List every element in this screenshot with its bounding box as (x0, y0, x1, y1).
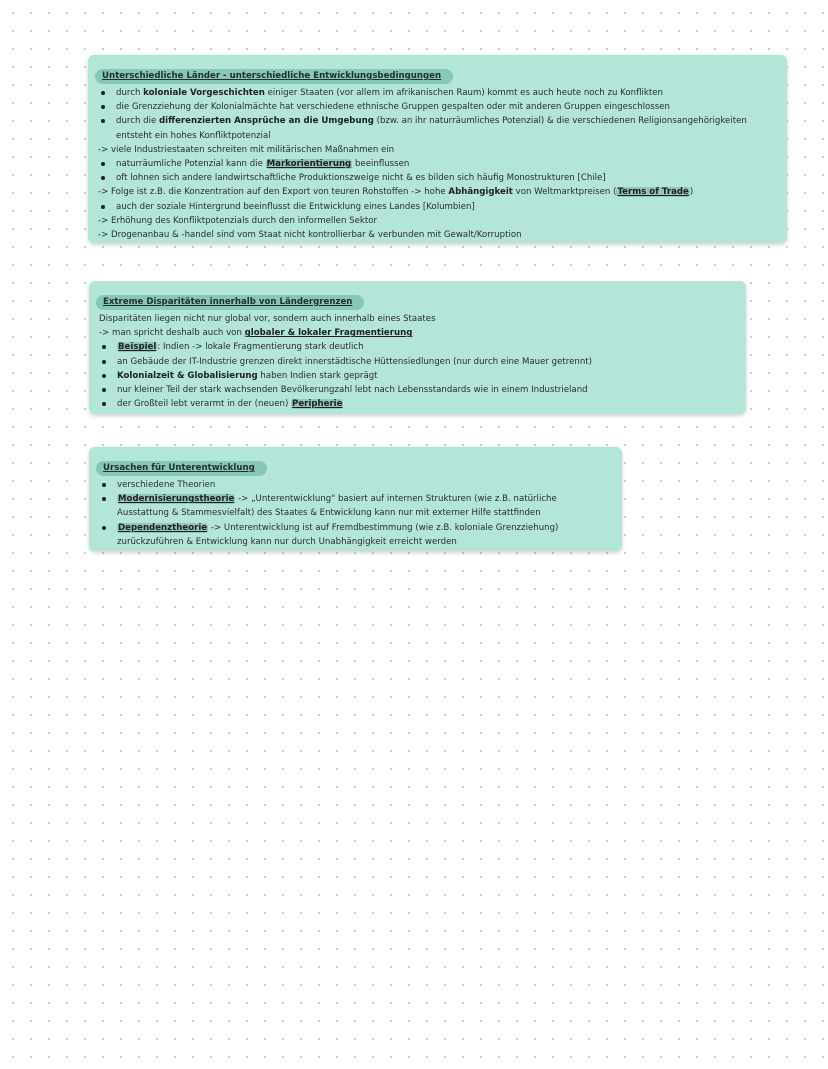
list-item: nur kleiner Teil der stark wachsenden Bevölkerungzahl lebt nach Lebensstandards wie in einem Industrieland (99, 383, 736, 397)
arrow-line: -> Drogenanbau & -handel sind vom Staat nicht kontrollierbar & verbunden mit Gewalt/Korruption (98, 230, 522, 241)
list-item: auch der soziale Hintergrund beeinflusst die Entwicklung eines Landes [Kolumbien] (98, 200, 777, 214)
list-item: verschiedene Theorien (99, 478, 612, 492)
arrow-line: -> Folge ist z.B. die Konzentration auf den Export von teuren Rohstoffen -> hohe Abhängigkeit von Weltmarktpreisen (Terms of Trade) (98, 187, 694, 198)
note-card-unterentwicklung (89, 447, 622, 551)
list-item: Dependenztheorie -> Unterentwicklung ist auf Fremdbestimmung (wie z.B. koloniale Grenzziehung) (99, 521, 612, 535)
list-item: an Gebäude der IT-Industrie grenzen direkt innerstädtische Hüttensiedlungen (nur durch eine Mauer getrennt) (99, 355, 736, 369)
list-item: Kolonialzeit & Globalisierung haben Indien stark geprägt (99, 369, 736, 383)
section-heading: Ursachen für Unterentwicklung (96, 461, 267, 476)
arrow-line: -> Erhöhung des Konfliktpotenzials durch den informellen Sektor (98, 215, 378, 226)
list-item: der Großteil lebt verarmt in der (neuen) Peripherie (99, 397, 736, 411)
list-item-continuation: zurückzuführen & Entwicklung kann nur durch Unabhängigkeit erreicht werden (117, 536, 457, 547)
list-item: naturräumliche Potenzial kann die Markorientierung beeinflussen (98, 157, 777, 171)
section-heading: Extreme Disparitäten innerhalb von Ländergrenzen (96, 295, 364, 310)
text-line: Disparitäten liegen nicht nur global vor, sondern auch innerhalb eines Staates (99, 314, 436, 324)
note-card-entwicklungsbedingungen (88, 55, 787, 243)
list-item: durch die differenzierten Ansprüche an die Umgebung (bzw. an ihr naturräumliches Potenzial) & die verschiedenen Religionsangehörigkeiten (98, 114, 777, 128)
list-item: Beispiel: Indien -> lokale Fragmentierung stark deutlich (99, 340, 736, 354)
note-card-disparitaeten (89, 281, 746, 414)
list-item-continuation: Ausstattung & Stammesvielfalt) des Staates & Entwicklung kann nur mit externer Hilfe stattfinden (117, 508, 541, 519)
section-heading: Unterschiedliche Länder - unterschiedliche Entwicklungsbedingungen (95, 69, 453, 84)
list-item: durch koloniale Vorgeschichten einiger Staaten (vor allem im afrikanischen Raum) kommt es auch heute noch zu Konflikten (98, 86, 777, 100)
list-item: oft lohnen sich andere landwirtschaftliche Produktionszweige nicht & es bilden sich häufig Monostrukturen [Chile] (98, 171, 777, 185)
list-item: Modernisierungstheorie -> „Unterentwicklung" basiert auf internen Strukturen (wie z.B. natürliche (99, 492, 612, 506)
list-item: die Grenzziehung der Kolonialmächte hat verschiedene ethnische Gruppen gespalten oder mit anderen Gruppen eingeschlossen (98, 100, 777, 114)
arrow-line: -> viele Industriestaaten schreiten mit militärischen Maßnahmen ein (98, 144, 395, 155)
arrow-line: -> man spricht deshalb auch von globaler & lokaler Fragmentierung (99, 328, 413, 339)
list-item-continuation: entsteht ein hohes Konfliktpotenzial (116, 130, 271, 141)
